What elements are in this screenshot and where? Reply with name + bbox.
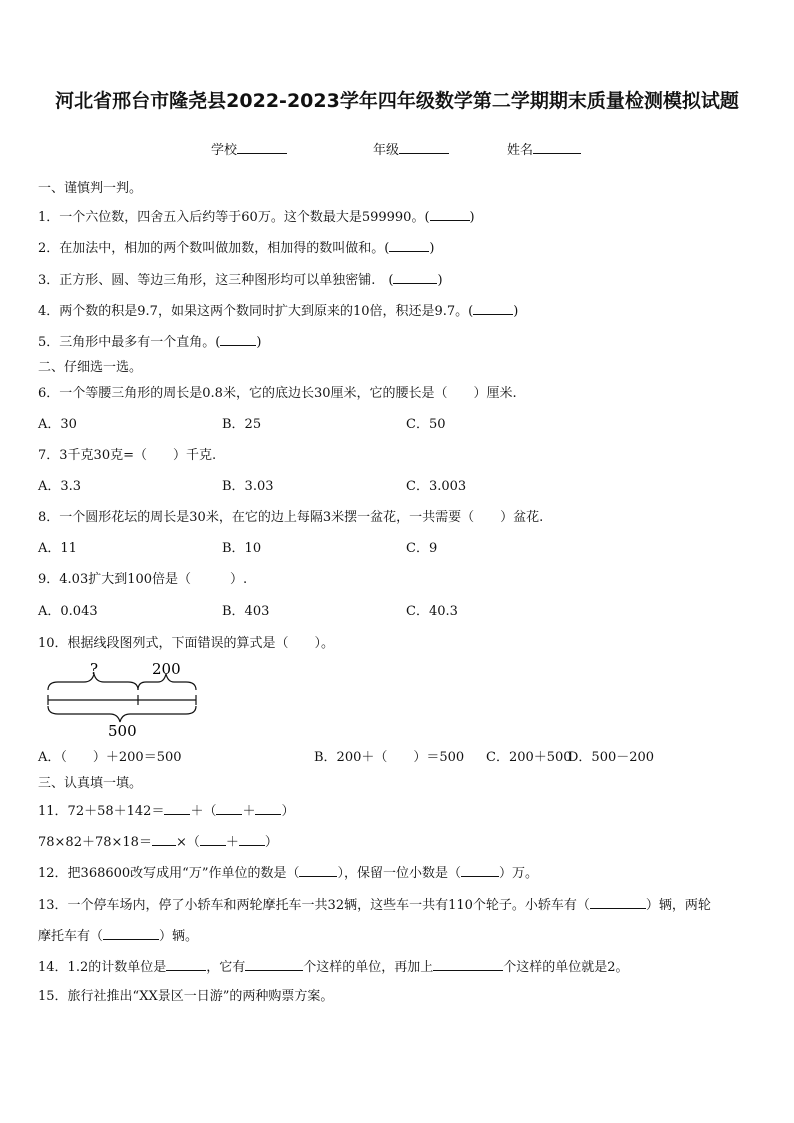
answer-blank[interactable] — [433, 958, 503, 971]
option-a[interactable]: A．3.3 — [38, 479, 82, 494]
question-12-text-b: ），保留一位小数是（ — [337, 866, 461, 881]
question-12-text-a: 12．把368600改写成用“万”作单位的数是（ — [38, 866, 300, 881]
answer-blank[interactable] — [166, 958, 206, 971]
section-1-heading: 一、谨慎判一判。 — [38, 181, 143, 196]
question-12 — [38, 864, 538, 882]
q11a-plus: ＋ — [242, 804, 256, 819]
question-2-text: 2．在加法中，相加的两个数叫做加数，相加得的数叫做和。( — [38, 241, 390, 256]
question-3-text: 3．正方形、圆、等边三角形，这三种图形均可以单独密铺. ( — [38, 273, 394, 288]
question-13-line-1 — [38, 896, 711, 914]
question-15: 15．旅行社推出“XX景区一日游”的两种购票方案。 — [38, 989, 334, 1004]
answer-blank[interactable] — [103, 927, 159, 940]
option-c[interactable]: C．40.3 — [406, 604, 458, 619]
q11b-plus: ＋ — [225, 835, 239, 850]
question-11a-text: 11．72＋58＋142＝ — [38, 804, 165, 819]
question-2-close: ) — [429, 241, 435, 256]
question-4-text: 4．两个数的积是9.7，如果这两个数同时扩大到原来的10倍，积还是9.7。( — [38, 304, 474, 319]
question-2 — [38, 239, 434, 257]
grade-blank[interactable] — [399, 141, 449, 154]
answer-blank[interactable] — [389, 239, 429, 252]
question-14-text-b: ，它有 — [206, 960, 246, 975]
answer-blank[interactable] — [164, 802, 190, 815]
question-1-text: 1．一个六位数，四舍五入后约等于60万。这个数最大是599990。( — [38, 210, 430, 225]
option-a[interactable]: A．30 — [38, 417, 77, 432]
question-4-close: ) — [513, 304, 519, 319]
question-12-text-c: ）万。 — [498, 866, 538, 881]
question-13-text-d: ）辆。 — [159, 929, 199, 944]
answer-blank[interactable] — [200, 833, 226, 846]
school-blank[interactable] — [237, 141, 287, 154]
name-label: 姓名 — [507, 143, 534, 158]
option-c[interactable]: C．200＋500 — [486, 750, 572, 765]
answer-blank[interactable] — [216, 802, 242, 815]
answer-blank[interactable] — [590, 896, 646, 909]
question-5 — [38, 333, 261, 351]
q11b-times-open: ×（ — [175, 835, 200, 850]
option-a[interactable]: A．11 — [38, 541, 77, 556]
option-c[interactable]: C．3.003 — [406, 479, 467, 494]
question-13-text-c: 摩托车有（ — [38, 929, 104, 944]
part-label: 200 — [152, 660, 181, 678]
total-label: 500 — [108, 722, 137, 740]
total-brace — [48, 706, 196, 722]
grade-label: 年级 — [373, 143, 400, 158]
question-9: 9．4.03扩大到100倍是（ ）. — [38, 572, 248, 587]
option-a[interactable]: A．（ ）＋200＝500 — [38, 750, 182, 765]
answer-blank[interactable] — [299, 864, 337, 877]
question-11a — [38, 802, 295, 820]
question-14 — [38, 958, 629, 976]
question-11b-text: 78×82＋78×18＝ — [38, 835, 152, 850]
option-b[interactable]: B．403 — [222, 604, 270, 619]
question-13-text-a: 13．一个停车场内，停了小轿车和两轮摩托车一共32辆，这些车一共有110个轮子。小轿车有（ — [38, 898, 590, 913]
question-13-text-b: ）辆，两轮 — [645, 898, 711, 913]
question-14-text-c: 个这样的单位，再加上 — [303, 960, 434, 975]
q11a-close: ） — [281, 804, 295, 819]
answer-blank[interactable] — [245, 958, 303, 971]
question-13-line-2 — [38, 927, 198, 945]
name-field — [507, 139, 581, 158]
question-7: 7．3千克30克=（ ）千克. — [38, 448, 217, 463]
segment-diagram — [40, 660, 210, 740]
question-10: 10．根据线段图列式，下面错误的算式是（ ）。 — [38, 636, 335, 651]
school-label: 学校 — [211, 143, 238, 158]
question-3 — [38, 271, 443, 289]
option-c[interactable]: C．50 — [406, 417, 446, 432]
option-d[interactable]: D．500－200 — [568, 750, 655, 765]
question-14-text-d: 个这样的单位就是2。 — [503, 960, 629, 975]
answer-blank[interactable] — [239, 833, 265, 846]
question-1-close: ) — [469, 210, 475, 225]
answer-blank[interactable] — [220, 333, 256, 346]
q11b-close: ） — [264, 835, 278, 850]
option-a[interactable]: A．0.043 — [38, 604, 98, 619]
section-3-heading: 三、认真填一填。 — [38, 776, 143, 791]
answer-blank[interactable] — [255, 802, 281, 815]
question-1 — [38, 208, 475, 226]
option-b[interactable]: B．3.03 — [222, 479, 274, 494]
question-14-text-a: 14．1.2的计数单位是 — [38, 960, 167, 975]
option-c[interactable]: C．9 — [406, 541, 438, 556]
question-8: 8．一个圆形花坛的周长是30米，在它的边上每隔3米摆一盆花，一共需要（ ）盆花. — [38, 510, 544, 525]
question-11b — [38, 833, 278, 851]
question-5-close: ) — [256, 335, 262, 350]
answer-blank[interactable] — [152, 833, 176, 846]
grade-field — [373, 139, 449, 158]
school-field — [211, 139, 287, 158]
option-b[interactable]: B．200＋（ ）＝500 — [314, 750, 465, 765]
section-2-heading: 二、仔细选一选。 — [38, 360, 143, 375]
answer-blank[interactable] — [461, 864, 499, 877]
answer-blank[interactable] — [393, 271, 437, 284]
name-blank[interactable] — [533, 141, 581, 154]
answer-blank[interactable] — [430, 208, 470, 221]
question-5-text: 5．三角形中最多有一个直角。( — [38, 335, 221, 350]
page-title: 河北省邢台市隆尧县2022-2023学年四年级数学第二学期期末质量检测模拟试题 — [55, 90, 739, 112]
option-b[interactable]: B．25 — [222, 417, 262, 432]
question-3-close: ) — [437, 273, 443, 288]
question-6: 6．一个等腰三角形的周长是0.8米，它的底边长30厘米，它的腰长是（ ）厘米. — [38, 386, 517, 401]
question-4 — [38, 302, 518, 320]
option-b[interactable]: B．10 — [222, 541, 262, 556]
q11a-plus-open: ＋（ — [190, 804, 217, 819]
answer-blank[interactable] — [473, 302, 513, 315]
unknown-label: ? — [90, 660, 99, 678]
